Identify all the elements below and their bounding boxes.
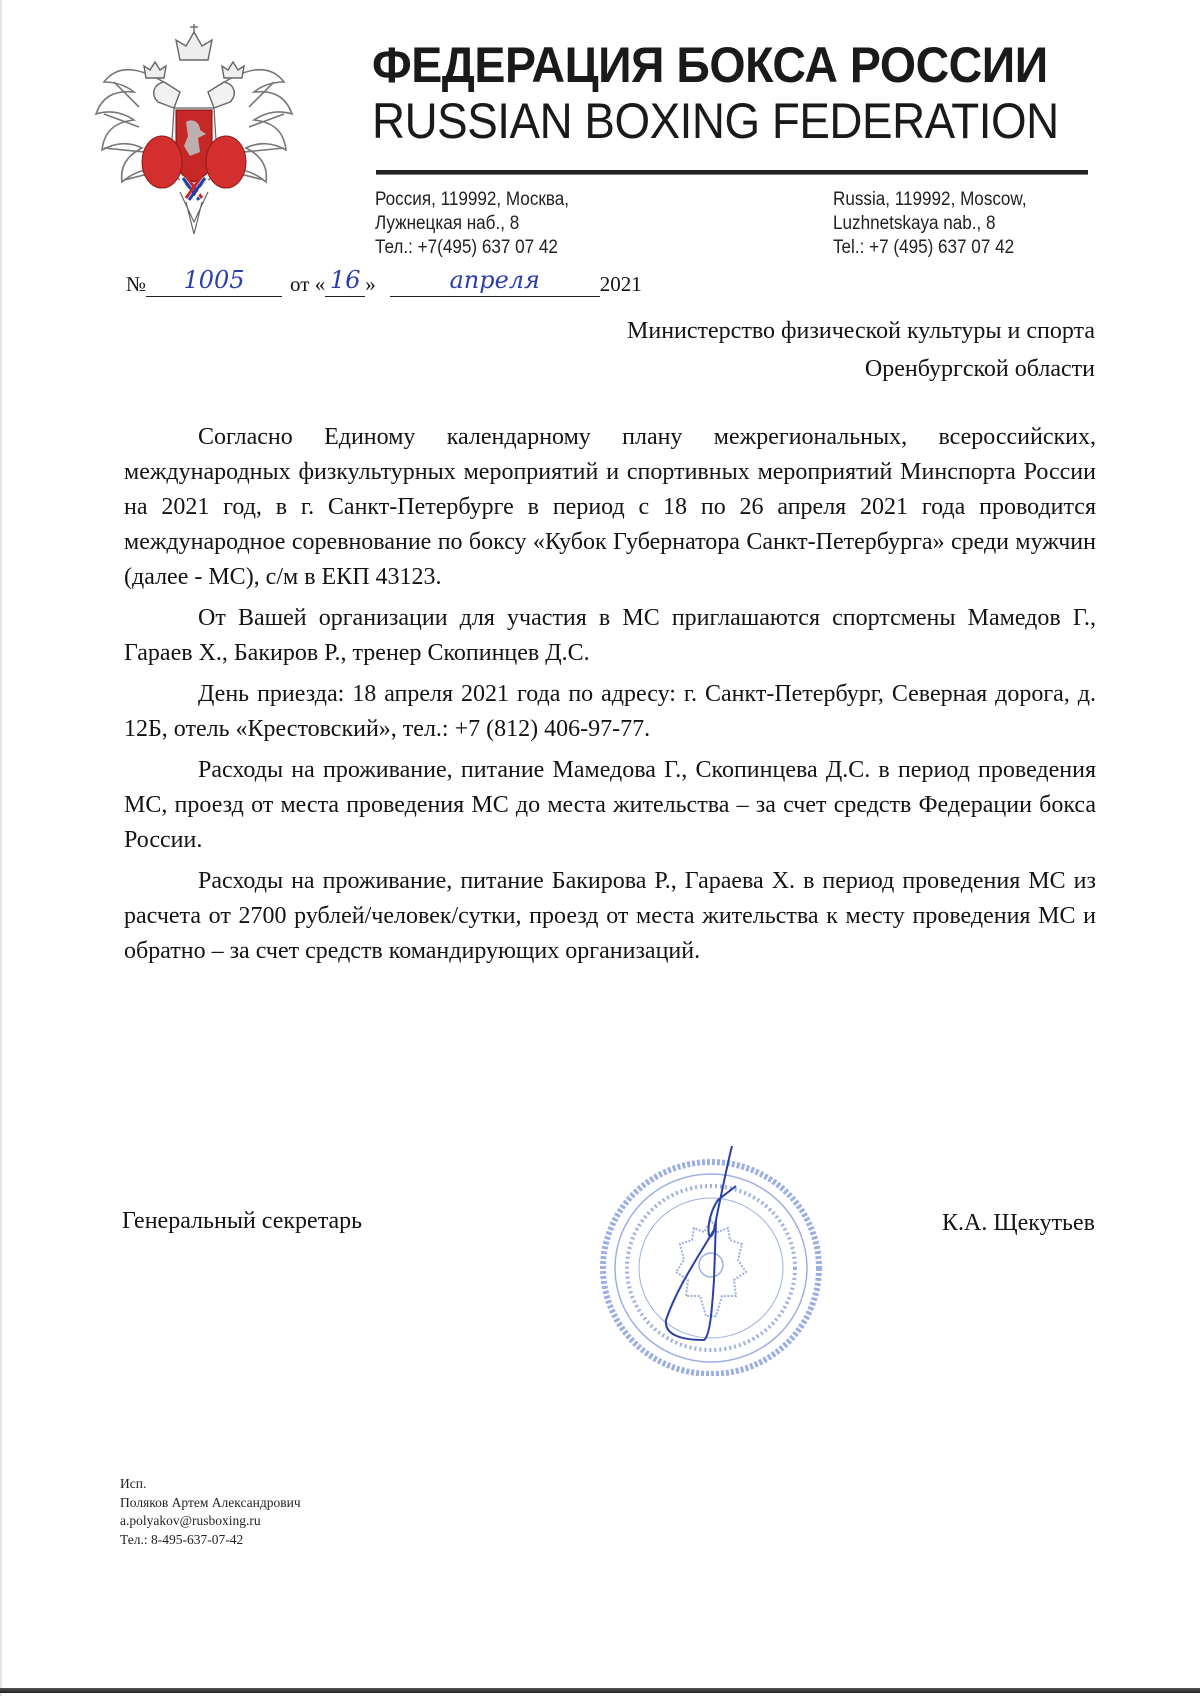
address-ru (375, 188, 569, 260)
address-ru-phone: Тел.: +7(495) 637 07 42 (375, 237, 558, 258)
day-close-quote: » (365, 272, 376, 296)
signatory-name: К.А. Щекутьев (942, 1210, 1095, 1236)
body-paragraph: День приезда: 18 апреля 2021 года по адресу: г. Санкт-Петербург, Северная дорога, д. 12Б, отель «Крестовский», тел.: +7 (812) 406-97-77. (124, 681, 1096, 742)
eagle-heads-icon (154, 82, 235, 108)
scan-edge (0, 0, 2, 1696)
handwritten-month: апреля (449, 266, 540, 294)
shield-icon (176, 110, 212, 182)
body-paragraph: Согласно Единому календарному плану межрегиональных, всероссийских, международных физкультурных мероприятий и спортивных мероприятий Минспорта России на 2021 год, в г. Санкт-Петербурге в период с 18 по 26 апреля 2021 года проводится международное соревнование по боксу «Кубок Губернатора Санкт-Петербурга» среди мужчин (далее - МС), с/м в ЕКП 43123. (124, 424, 1096, 590)
official-stamp-icon (596, 1140, 826, 1376)
signatory-role: Генеральный секретарь (122, 1208, 363, 1234)
body-paragraph: Расходы на проживание, питание Бакирова Р., Гараева Х. в период проведения МС из расчета от 2700 рублей/человек/сутки, проезд от места жительства к месту проведения МС и обратно – за счет средств командирующих организаций. (124, 868, 1096, 964)
handwritten-day: 16 (329, 266, 361, 294)
federation-title-en: RUSSIAN BOXING FEDERATION (372, 93, 1059, 149)
address-en-phone: Tel.: +7 (495) 637 07 42 (833, 237, 1015, 258)
month-field (390, 268, 600, 297)
body-paragraph: Расходы на проживание, питание Мамедова Г., Скопинцева Д.С. в период проведения МС, проезд от места проведения МС до места жительства – за счет средств Федерации бокса России. (124, 757, 1096, 853)
day-field (325, 268, 365, 297)
recipient-line: Оренбургской области (864, 356, 1095, 382)
address-en-line: Luzhnetskaya nab., 8 (833, 213, 996, 234)
recipient-line: Министерство физической культуры и спорта (627, 318, 1095, 344)
address-en (833, 188, 1027, 260)
executor-name: Поляков Артем Александрович (120, 1494, 301, 1510)
date-from-label: от « (290, 272, 326, 296)
executor-info (120, 1475, 301, 1549)
letter-body (124, 420, 1096, 975)
executor-label: Исп. (120, 1476, 147, 1491)
number-label: № (126, 272, 147, 296)
executor-email: a.polyakov@rusboxing.ru (120, 1513, 261, 1528)
registration-line (126, 268, 642, 297)
executor-phone: Тел.: 8-495-637-07-42 (120, 1531, 244, 1547)
crown-icon (144, 24, 244, 78)
address-en-line: Russia, 119992, Moscow, (833, 189, 1027, 210)
handwritten-number: 1005 (183, 266, 245, 294)
federation-title-ru: ФЕДЕРАЦИЯ БОКСА РОССИИ (372, 37, 1048, 93)
address-ru-line: Лужнецкая наб., 8 (375, 213, 520, 234)
body-paragraph: От Вашей организации для участия в МС приглашаются спортсмены Мамедов Г., Гараев Х., Бакиров Р., тренер Скопинцев Д.С. (124, 605, 1096, 666)
number-field (146, 268, 282, 297)
recipient-block (627, 312, 1095, 388)
scan-bottom-edge (0, 1688, 1200, 1693)
address-ru-line: Россия, 119992, Москва, (375, 189, 570, 210)
letterhead-divider (376, 170, 1088, 175)
year: 2021 (599, 272, 642, 296)
federation-emblem-logo (84, 22, 304, 237)
